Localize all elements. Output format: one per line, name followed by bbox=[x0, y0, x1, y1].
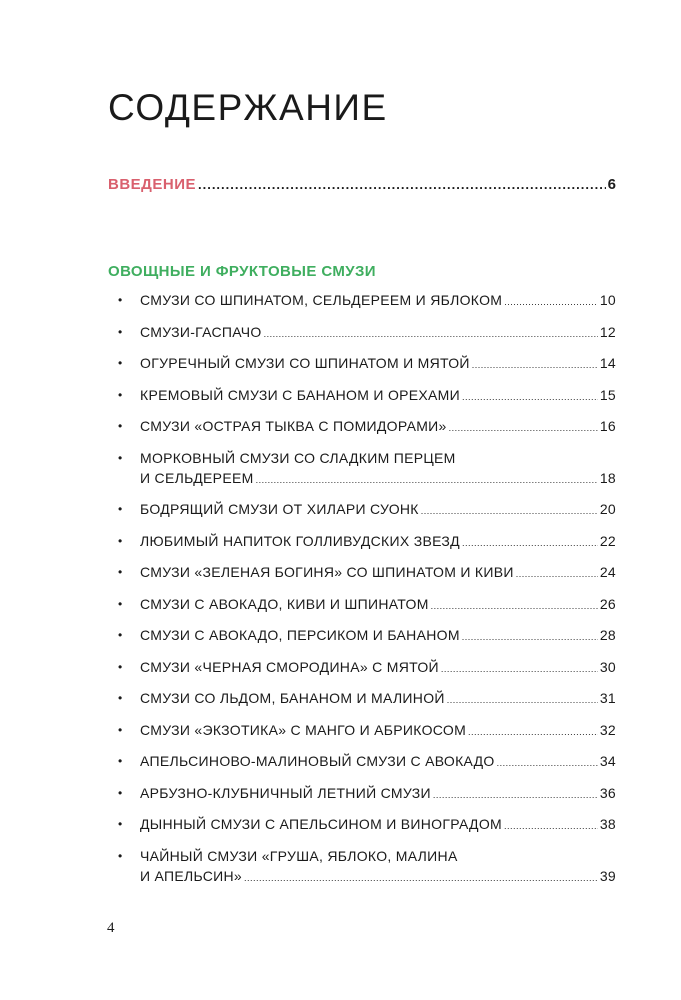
toc-entry[interactable] bbox=[118, 562, 616, 584]
leader-dots bbox=[516, 564, 598, 584]
leader-dots bbox=[504, 816, 598, 836]
entry-title: СМУЗИ СО ЛЬДОМ, БАНАНОМ И МАЛИНОЙ bbox=[140, 690, 445, 706]
leader-dots bbox=[462, 627, 598, 647]
entry-title: СМУЗИ-ГАСПАЧО bbox=[140, 323, 262, 340]
entry-page-number: 24 bbox=[599, 564, 616, 580]
entry-page-number: 31 bbox=[599, 690, 616, 706]
toc-entry[interactable] bbox=[118, 290, 616, 312]
toc-entry[interactable] bbox=[118, 448, 616, 490]
leader-dots bbox=[462, 533, 598, 553]
bullet-icon: • bbox=[118, 356, 123, 370]
entry-page-number: 34 bbox=[599, 753, 616, 769]
entry-page-number: 10 bbox=[599, 292, 616, 308]
entry-title: АПЕЛЬСИНОВО-МАЛИНОВЫЙ СМУЗИ С АВОКАДО bbox=[140, 753, 495, 769]
toc-entry[interactable] bbox=[118, 751, 616, 773]
entry-page-number: 15 bbox=[599, 386, 616, 403]
leader-dots bbox=[472, 355, 598, 375]
bullet-icon: • bbox=[118, 754, 123, 768]
toc-entry-list bbox=[118, 290, 616, 897]
entry-title: И СЕЛЬДЕРЕЕМ bbox=[140, 469, 254, 486]
entry-title: И АПЕЛЬСИН» bbox=[140, 867, 242, 884]
toc-entry[interactable] bbox=[118, 657, 616, 679]
entry-page-number: 32 bbox=[599, 721, 616, 738]
entry-page-number: 20 bbox=[599, 501, 616, 517]
bullet-icon: • bbox=[118, 722, 123, 737]
entry-page-number: 14 bbox=[599, 355, 616, 371]
entry-title: СМУЗИ С АВОКАДО, ПЕРСИКОМ И БАНАНОМ bbox=[140, 627, 460, 643]
entry-title: КРЕМОВЫЙ СМУЗИ С БАНАНОМ И ОРЕХАМИ bbox=[140, 386, 461, 403]
bullet-icon: • bbox=[118, 596, 123, 611]
leader-dots bbox=[447, 690, 598, 710]
page-title: СОДЕРЖАНИЕ bbox=[108, 87, 388, 128]
intro-label: ВВЕДЕНИЕ bbox=[108, 176, 196, 193]
bullet-icon: • bbox=[118, 324, 123, 339]
toc-entry[interactable] bbox=[118, 531, 616, 553]
leader-dots bbox=[244, 868, 598, 888]
bullet-icon: • bbox=[118, 565, 123, 579]
leader-dots bbox=[198, 177, 606, 192]
entry-title: ДЫННЫЙ СМУЗИ С АПЕЛЬСИНОМ И ВИНОГРАДОМ bbox=[140, 816, 502, 832]
entry-page-number: 26 bbox=[599, 595, 616, 612]
toc-entry[interactable] bbox=[118, 416, 616, 438]
toc-entry[interactable] bbox=[118, 846, 616, 888]
bullet-icon: • bbox=[118, 419, 123, 433]
bullet-icon: • bbox=[118, 817, 123, 831]
toc-intro-entry[interactable] bbox=[108, 176, 616, 193]
toc-entry[interactable] bbox=[118, 385, 616, 407]
entry-title: СМУЗИ «ЭКЗОТИКА» С МАНГО И АБРИКОСОМ bbox=[140, 721, 467, 738]
entry-title: СМУЗИ «ОСТРАЯ ТЫКВА С ПОМИДОРАМИ» bbox=[140, 418, 447, 434]
entry-title: СМУЗИ «ЗЕЛЕНАЯ БОГИНЯ» СО ШПИНАТОМ И КИВИ bbox=[140, 564, 514, 580]
leader-dots bbox=[462, 387, 598, 407]
bullet-icon: • bbox=[118, 848, 123, 863]
intro-page-number: 6 bbox=[607, 176, 616, 193]
entry-title: СМУЗИ СО ШПИНАТОМ, СЕЛЬДЕРЕЕМ И ЯБЛОКОМ bbox=[140, 292, 503, 308]
entry-page-number: 12 bbox=[599, 323, 616, 340]
bullet-icon: • bbox=[118, 691, 123, 705]
entry-page-number: 38 bbox=[599, 816, 616, 832]
entry-page-number: 16 bbox=[599, 418, 616, 434]
toc-entry[interactable] bbox=[118, 814, 616, 836]
bullet-icon: • bbox=[118, 785, 123, 800]
bullet-icon: • bbox=[118, 450, 123, 465]
entry-page-number: 30 bbox=[599, 658, 616, 675]
toc-entry[interactable] bbox=[118, 499, 616, 521]
entry-title: АРБУЗНО-КЛУБНИЧНЫЙ ЛЕТНИЙ СМУЗИ bbox=[140, 784, 431, 801]
entry-title: ЛЮБИМЫЙ НАПИТОК ГОЛЛИВУДСКИХ ЗВЕЗД bbox=[140, 532, 460, 549]
entry-title: ОГУРЕЧНЫЙ СМУЗИ СО ШПИНАТОМ И МЯТОЙ bbox=[140, 355, 470, 371]
leader-dots bbox=[504, 292, 598, 312]
entry-page-number: 36 bbox=[599, 784, 616, 801]
entry-page-number: 39 bbox=[599, 867, 616, 884]
leader-dots bbox=[264, 324, 598, 344]
bullet-icon: • bbox=[118, 533, 123, 548]
entry-title-line1: ЧАЙНЫЙ СМУЗИ «ГРУША, ЯБЛОКО, МАЛИНА bbox=[140, 847, 458, 864]
toc-entry[interactable] bbox=[118, 594, 616, 616]
entry-title: СМУЗИ «ЧЕРНАЯ СМОРОДИНА» С МЯТОЙ bbox=[140, 658, 439, 675]
bullet-icon: • bbox=[118, 293, 123, 307]
toc-entry[interactable] bbox=[118, 720, 616, 742]
toc-entry[interactable] bbox=[118, 353, 616, 375]
leader-dots bbox=[497, 753, 598, 773]
leader-dots bbox=[441, 659, 598, 679]
leader-dots bbox=[449, 418, 598, 438]
toc-entry[interactable] bbox=[118, 322, 616, 344]
entry-title: СМУЗИ С АВОКАДО, КИВИ И ШПИНАТОМ bbox=[140, 595, 429, 612]
bullet-icon: • bbox=[118, 502, 123, 516]
entry-title-line1: МОРКОВНЫЙ СМУЗИ СО СЛАДКИМ ПЕРЦЕМ bbox=[140, 449, 456, 466]
entry-page-number: 22 bbox=[599, 532, 616, 549]
entry-page-number: 18 bbox=[599, 469, 616, 486]
bullet-icon: • bbox=[118, 628, 123, 642]
bullet-icon: • bbox=[118, 659, 123, 674]
bullet-icon: • bbox=[118, 387, 123, 402]
section-heading: ОВОЩНЫЕ И ФРУКТОВЫЕ СМУЗИ bbox=[108, 263, 376, 280]
leader-dots bbox=[421, 501, 598, 521]
page-number: 4 bbox=[107, 920, 115, 936]
toc-entry[interactable] bbox=[118, 783, 616, 805]
entry-page-number: 28 bbox=[599, 627, 616, 643]
leader-dots bbox=[256, 470, 598, 490]
leader-dots bbox=[468, 722, 598, 742]
toc-entry[interactable] bbox=[118, 688, 616, 710]
entry-title: БОДРЯЩИЙ СМУЗИ ОТ ХИЛАРИ СУОНК bbox=[140, 501, 419, 517]
leader-dots bbox=[431, 596, 598, 616]
toc-entry[interactable] bbox=[118, 625, 616, 647]
leader-dots bbox=[433, 785, 598, 805]
